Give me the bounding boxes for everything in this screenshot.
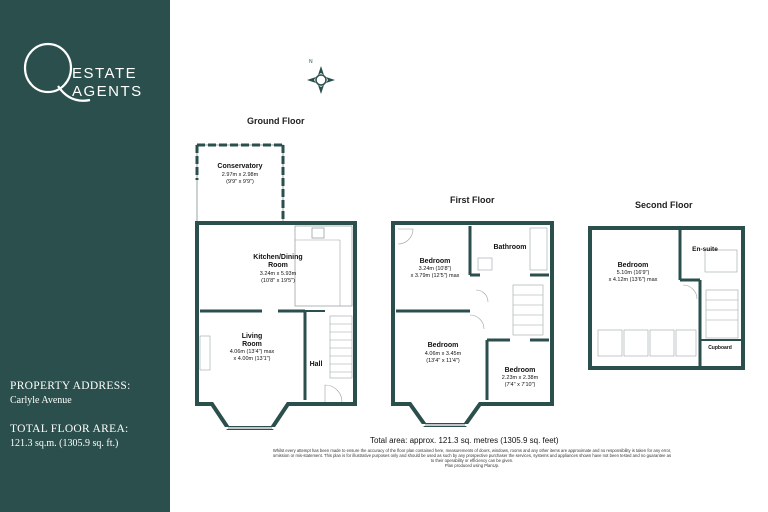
kitchen-name-2: Room (268, 262, 288, 269)
conservatory-name: Conservatory (217, 163, 263, 170)
conservatory-dim-ft: (9'9" x 9'9") (226, 179, 254, 185)
living-dim-ft: x 4.00m (13'1") (233, 356, 271, 362)
second-bedroom-dim-ft: x 4.12m (13'6") max (608, 277, 658, 283)
address-heading: PROPERTY ADDRESS: (10, 380, 131, 392)
kitchen-dim-m: 3.24m x 5.93m (259, 271, 297, 277)
hall-name: Hall (309, 361, 323, 368)
first-bedroom-3-name: Bedroom (504, 367, 536, 374)
first-bedroom-2-dim-ft: (13'4" x 11'4") (426, 358, 460, 364)
first-bedroom-3-dim-m: 2.23m x 2.38m (501, 375, 539, 381)
address-value: Carlyle Avenue (10, 395, 72, 406)
ground-floor-plan (197, 145, 355, 428)
second-floor-title: Second Floor (635, 200, 693, 210)
disclaimer-credit: Plan produced using PlanUp. (444, 463, 500, 468)
first-bedroom-1-name: Bedroom (419, 258, 451, 265)
first-bedroom-2-name: Bedroom (427, 342, 459, 349)
conservatory-dim-m: 2.97m x 2.98m (221, 172, 259, 178)
brand-line-2: AGENTS (72, 83, 143, 100)
kitchen-name-1: Kitchen/Dining (253, 254, 303, 261)
second-bedroom-name: Bedroom (617, 262, 649, 269)
disclaimer-text: Whilst every attempt has been made to ensure the accuracy of the floor plan contained here, measurements of doors, windows, rooms and any other items are approximate and no responsibility is taken for any error, omission or mis-statement. This plan is for illustrative purposes only and should be used as such by any prospective purchaser the services, systems and appliances shown have not been tested and no guarantee as to their operability or efficiency can be given. (272, 448, 672, 463)
ground-floor-title: Ground Floor (247, 116, 305, 126)
disclaimer (272, 448, 672, 468)
first-bedroom-1-dim-m: 3.24m (10'8") (418, 266, 452, 272)
svg-text:N: N (309, 59, 313, 65)
brand-line-1: ESTATE (72, 65, 138, 82)
second-bedroom-dim-m: 5.10m (16'9") (616, 270, 650, 276)
living-dim-m: 4.06m (13'4") max (229, 349, 275, 355)
bathroom-name: Bathroom (493, 244, 527, 251)
compass-icon (307, 59, 335, 94)
cupboard-name: Cupboard (708, 345, 732, 351)
first-bedroom-1-dim-ft: x 3.79m (12'5") max (410, 273, 460, 279)
total-area-label: Total area: approx. 121.3 sq. metres (1305.9 sq. feet) (370, 436, 559, 445)
ensuite-name: En-suite (692, 246, 718, 253)
living-name-1: Living (241, 333, 263, 340)
area-value: 121.3 sq.m. (1305.9 sq. ft.) (10, 438, 119, 449)
kitchen-dim-ft: (10'8" x 19'5") (261, 278, 295, 284)
first-floor-plan (393, 223, 552, 425)
first-floor-title: First Floor (450, 195, 495, 205)
area-heading: TOTAL FLOOR AREA: (10, 423, 129, 435)
first-bedroom-3-dim-ft: (7'4" x 7'10") (504, 382, 536, 388)
first-bedroom-2-dim-m: 4.06m x 3.45m (424, 351, 462, 357)
living-name-2: Room (242, 341, 262, 348)
